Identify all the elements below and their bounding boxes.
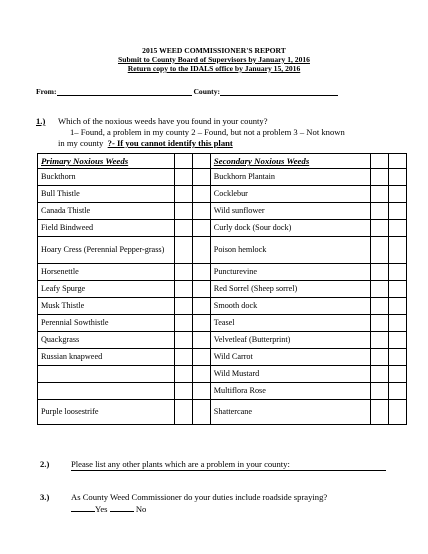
primary-box-header [174, 154, 192, 169]
primary-weed-name: Leafy Spurge [38, 281, 175, 298]
primary-rating-box-2[interactable] [192, 366, 210, 383]
table-row [38, 315, 407, 332]
secondary-rating-box-2[interactable] [388, 332, 406, 349]
primary-rating-box[interactable] [174, 366, 192, 383]
secondary-rating-box[interactable] [370, 237, 388, 264]
primary-weed-name: Buckthorn [38, 169, 175, 186]
secondary-weed-name: Cocklebur [210, 186, 370, 203]
primary-rating-box-2[interactable] [192, 237, 210, 264]
secondary-rating-box[interactable] [370, 203, 388, 220]
q1-text: Which of the noxious weeds have you found in your county? [58, 116, 268, 126]
primary-rating-box-2[interactable] [192, 383, 210, 400]
primary-rating-box-2[interactable] [192, 400, 210, 425]
primary-weed-name: Perennial Sowthistle [38, 315, 175, 332]
primary-rating-box-2[interactable] [192, 186, 210, 203]
primary-weed-name: Quackgrass [38, 332, 175, 349]
submit-deadline: Submit to County Board of Supervisors by January 1, 2016 [118, 55, 310, 64]
no-blank[interactable] [110, 503, 134, 512]
primary-weed-name: Horsenettle [38, 264, 175, 281]
q1-options-line2-pre: in my county [58, 138, 108, 148]
from-label: From: [36, 87, 57, 96]
primary-rating-box[interactable] [174, 203, 192, 220]
table-row [38, 383, 407, 400]
secondary-header: Secondary Noxious Weeds [210, 154, 370, 169]
secondary-rating-box[interactable] [370, 298, 388, 315]
secondary-rating-box-2[interactable] [388, 264, 406, 281]
table-row [38, 220, 407, 237]
primary-rating-box-2[interactable] [192, 332, 210, 349]
return-deadline: Return copy to the IDALS office by January 15, 2016 [127, 64, 301, 73]
table-row [38, 298, 407, 315]
primary-rating-box[interactable] [174, 298, 192, 315]
secondary-rating-box[interactable] [370, 315, 388, 332]
primary-weed-name: Purple loosestrife [38, 400, 175, 425]
q2-text: Please list any other plants which are a problem in your county: [71, 459, 290, 469]
q3-number: 3.) [40, 492, 50, 502]
table-row [38, 169, 407, 186]
primary-weed-name [38, 383, 175, 400]
table-row [38, 366, 407, 383]
table-row [38, 332, 407, 349]
noxious-weeds-table [37, 153, 407, 425]
secondary-rating-box[interactable] [370, 383, 388, 400]
secondary-rating-box[interactable] [370, 281, 388, 298]
secondary-rating-box-2[interactable] [388, 220, 406, 237]
table-header-row [38, 154, 407, 169]
primary-rating-box[interactable] [174, 281, 192, 298]
secondary-rating-box-2[interactable] [388, 383, 406, 400]
primary-rating-box-2[interactable] [192, 220, 210, 237]
q1-options-line2 [58, 138, 233, 149]
secondary-weed-name: Shattercane [210, 400, 370, 425]
primary-rating-box-2[interactable] [192, 298, 210, 315]
primary-weed-name: Bull Thistle [38, 186, 175, 203]
secondary-rating-box[interactable] [370, 332, 388, 349]
yes-blank[interactable] [71, 503, 95, 512]
table-row [38, 281, 407, 298]
secondary-rating-box[interactable] [370, 264, 388, 281]
secondary-weed-name: Red Sorrel (Sheep sorrel) [210, 281, 370, 298]
secondary-weed-name: Wild Mustard [210, 366, 370, 383]
secondary-weed-name: Multiflora Rose [210, 383, 370, 400]
secondary-weed-name: Curly dock (Sour dock) [210, 220, 370, 237]
table-row [38, 203, 407, 220]
secondary-rating-box-2[interactable] [388, 400, 406, 425]
primary-rating-box[interactable] [174, 383, 192, 400]
primary-box-header-2 [192, 154, 210, 169]
secondary-rating-box-2[interactable] [388, 186, 406, 203]
secondary-rating-box[interactable] [370, 400, 388, 425]
secondary-rating-box-2[interactable] [388, 315, 406, 332]
primary-weed-name: Canada Thistle [38, 203, 175, 220]
primary-rating-box-2[interactable] [192, 169, 210, 186]
primary-rating-box-2[interactable] [192, 203, 210, 220]
county-label: County: [193, 87, 221, 96]
secondary-rating-box[interactable] [370, 169, 388, 186]
secondary-rating-box-2[interactable] [388, 203, 406, 220]
q3-text: As County Weed Commissioner do your duties include roadside spraying? [71, 492, 328, 502]
secondary-box-header-2 [388, 154, 406, 169]
q1-number: 1.) [36, 116, 46, 126]
secondary-rating-box-2[interactable] [388, 169, 406, 186]
primary-rating-box[interactable] [174, 220, 192, 237]
primary-rating-box[interactable] [174, 264, 192, 281]
report-title: 2015 WEED COMMISSIONER'S REPORT [142, 46, 286, 55]
from-county-line [36, 87, 338, 96]
q2-answer-line[interactable] [71, 470, 386, 471]
primary-rating-box-2[interactable] [192, 315, 210, 332]
from-field[interactable] [57, 87, 192, 96]
q2-number: 2.) [40, 459, 50, 469]
primary-weed-name [38, 366, 175, 383]
no-label: No [135, 504, 147, 514]
secondary-weed-name: Teasel [210, 315, 370, 332]
primary-weed-name: Hoary Cress (Perennial Pepper-grass) [38, 237, 175, 264]
table-row [38, 349, 407, 366]
primary-rating-box-2[interactable] [192, 281, 210, 298]
primary-rating-box[interactable] [174, 400, 192, 425]
q1-options-line2-bold: ?- If you cannot identify this plant [107, 138, 233, 148]
primary-rating-box[interactable] [174, 315, 192, 332]
primary-weed-name: Field Bindweed [38, 220, 175, 237]
primary-rating-box[interactable] [174, 237, 192, 264]
secondary-weed-name: Smooth dock [210, 298, 370, 315]
primary-rating-box-2[interactable] [192, 264, 210, 281]
secondary-rating-box-2[interactable] [388, 298, 406, 315]
yes-label: Yes [95, 504, 108, 514]
primary-weed-name: Russian knapweed [38, 349, 175, 366]
secondary-rating-box-2[interactable] [388, 237, 406, 264]
secondary-weed-name: Wild Carrot [210, 349, 370, 366]
secondary-rating-box[interactable] [370, 186, 388, 203]
secondary-rating-box-2[interactable] [388, 281, 406, 298]
table-row [38, 264, 407, 281]
table-row [38, 400, 407, 425]
secondary-weed-name: Buckhorn Plantain [210, 169, 370, 186]
primary-rating-box-2[interactable] [192, 349, 210, 366]
secondary-rating-box-2[interactable] [388, 349, 406, 366]
primary-rating-box[interactable] [174, 332, 192, 349]
secondary-weed-name: Poison hemlock [210, 237, 370, 264]
q1-options-line1: 1– Found, a problem in my county 2 – Found, but not a problem 3 – Not known [70, 127, 345, 137]
secondary-rating-box[interactable] [370, 220, 388, 237]
primary-header: Primary Noxious Weeds [38, 154, 175, 169]
secondary-rating-box[interactable] [370, 366, 388, 383]
secondary-box-header [370, 154, 388, 169]
primary-rating-box[interactable] [174, 349, 192, 366]
secondary-weed-name: Wild sunflower [210, 203, 370, 220]
primary-rating-box[interactable] [174, 186, 192, 203]
secondary-weed-name: Velvetleaf (Butterprint) [210, 332, 370, 349]
q3-answer [71, 503, 146, 515]
table-row [38, 186, 407, 203]
county-field[interactable] [220, 87, 338, 96]
primary-weed-name: Musk Thistle [38, 298, 175, 315]
secondary-rating-box-2[interactable] [388, 366, 406, 383]
primary-rating-box[interactable] [174, 169, 192, 186]
secondary-rating-box[interactable] [370, 349, 388, 366]
table-row [38, 237, 407, 264]
secondary-weed-name: Puncturevine [210, 264, 370, 281]
